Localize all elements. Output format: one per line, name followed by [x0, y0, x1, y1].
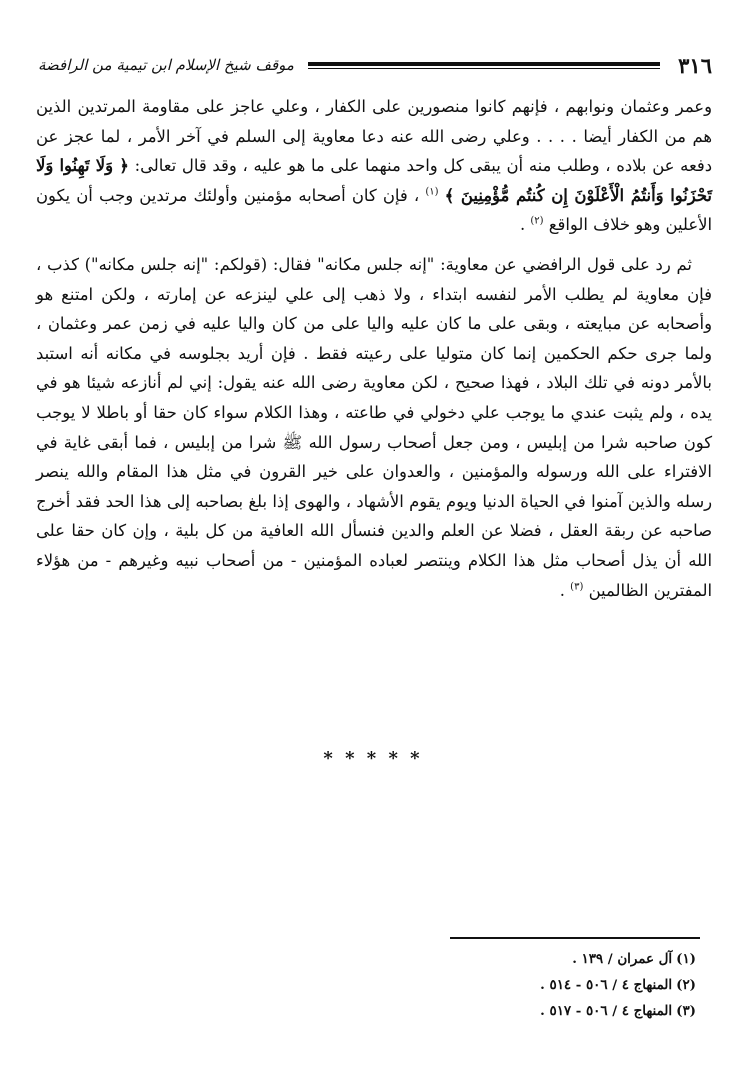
paragraph-1	[36, 92, 712, 240]
body-text	[36, 92, 712, 615]
footnote-1	[276, 946, 696, 972]
footnote-ref-1: (١)	[425, 186, 439, 198]
header-rule-thin	[308, 68, 660, 69]
paragraph-2-end: .	[559, 580, 571, 600]
footnote-2	[276, 972, 696, 998]
running-title: موقف شيخ الإسلام ابن تيمية من الرافضة	[38, 56, 294, 74]
footnotes	[276, 946, 696, 1024]
footnote-number: (١)	[676, 951, 696, 967]
quran-verse: ﴿ وَلَا تَهِنُوا وَلَا تَحْزَنُوا وَأَنتُمُ الْأَعْلَوْنَ إِن كُنتُم مُّؤْمِنِينَ ﴾	[36, 156, 712, 205]
paragraph-1-continuation: ، فإن كان أصحابه مؤمنين وأولئك مرتدين وجب أن يكون الأعلين وهو خلاف الواقع	[36, 185, 712, 235]
header-rule-thick	[308, 62, 660, 66]
running-header	[38, 52, 712, 78]
footnote-3	[276, 998, 696, 1024]
footnote-ref-3: (٣)	[570, 581, 584, 593]
footnote-text: المنهاج ٤ / ٥٠٦ - ٥١٧ .	[540, 1003, 673, 1019]
header-rule	[308, 62, 660, 69]
footnote-ref-2: (٢)	[530, 215, 544, 227]
page-number: ٣١٦	[678, 52, 712, 78]
paragraph-1-end: .	[519, 215, 531, 235]
paragraph-1-text: وعمر وعثمان ونوابهم ، فإنهم كانوا منصورين على الكفار ، وعلي عاجز على مقاومة المرتدين الذين هم من الكفار أيضا . . . . وعلي رضى الله عنه دعا معاوية إلى السلم في آخر الأمر ، لما عجز عن دفعه عن بلاده ، وطلب منه أن يبقى كل واحد منهما على ما هو عليه ، وقد قال تعالى:	[36, 97, 712, 176]
footnote-text: المنهاج ٤ / ٥٠٦ - ٥١٤ .	[540, 977, 673, 993]
footnote-number: (٢)	[676, 977, 696, 993]
footnote-text: آل عمران / ١٣٩ .	[572, 951, 673, 967]
paragraph-2-text: ثم رد على قول الرافضي عن معاوية: "إنه جلس مكانه" فقال: (قولكم: "إنه جلس مكانه") كذب ، فإن معاوية لم يطلب الأمر لنفسه ابتداء ، ولا ذهب إلى علي لينزعه عن إمارته ، ولكن امتنع هو وأصحابه عن مبايعته ، وبقى على ما كان عليه واليا على من كان واليا عليه في زمن عمر وعثمان ، ولما جرى حكم الحكمين إنما كان متوليا على رعيته فقط . فإن أريد بجلوسه في مكانه أنه استبد بالأمر دونه في تلك البلاد ، فهذا صحيح ، لكن معاوية رضى الله عنه يقول: إني لم أنازعه شيئا هو في يده ، ولم يثبت عندي ما يوجب علي دخولي في طاعته ، وهذا الكلام سواء كان حقا أو باطلا لا يوجب كون صاحبه شرا من إبليس ، ومن جعل أصحاب رسول الله ﷺ شرا من إبليس ، فما أبقى غاية في الافتراء على الله ورسوله والمؤمنين ، والعدوان على خير القرون في مثل هذا المقام والله ينصر رسله والذين آمنوا في الحياة الدنيا ويوم يقوم الأشهاد ، والهوى إذا بلغ بصاحبه إلى هذا الحد فقد أخرج صاحبه عن ربقة العقل ، فضلا عن العلم والدين فنسأل الله العافية من كل بلية ، وإن كان حقا على الله أن يذل أصحاب مثل هذا الكلام وينتصر لعباده المؤمنين - من أصحاب نبيه وغيرهم - من هؤلاء المفترين الظالمين	[36, 254, 712, 600]
footnote-rule	[450, 937, 700, 939]
paragraph-2	[36, 250, 712, 605]
footnote-number: (٣)	[676, 1003, 696, 1019]
section-separator: * * * * *	[323, 748, 423, 769]
